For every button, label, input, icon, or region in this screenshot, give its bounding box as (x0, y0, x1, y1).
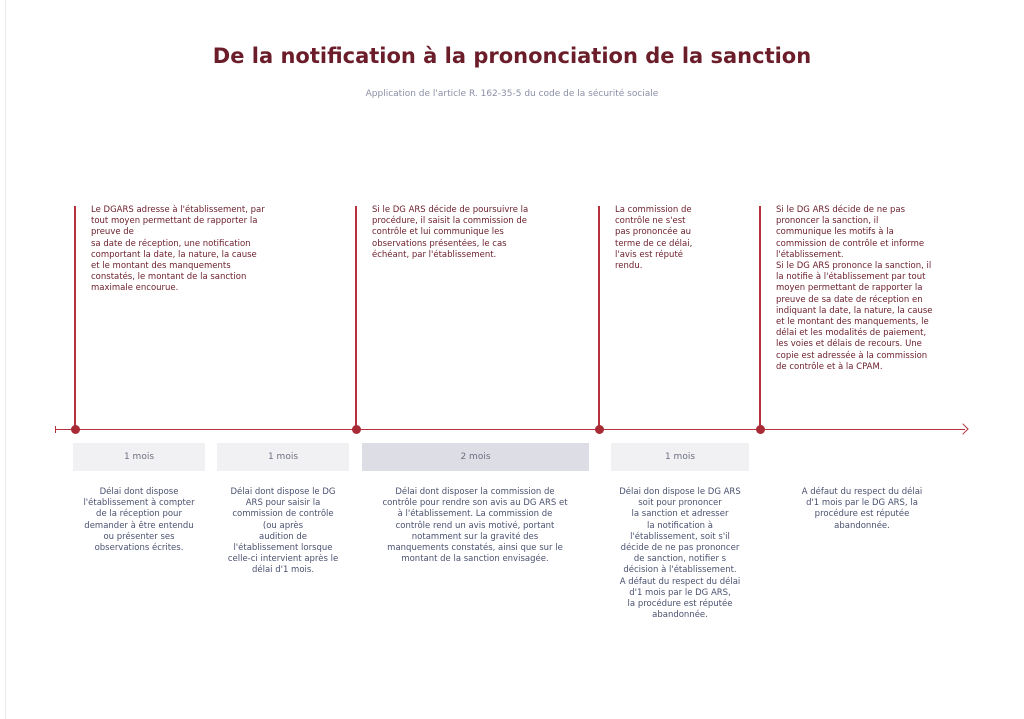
duration-box-4: 1 mois (611, 443, 749, 471)
milestone-dot-3 (595, 425, 604, 434)
page-title: De la notification à la prononciation de la sanction (212, 44, 812, 68)
timeline-axis (55, 429, 965, 430)
milestone-line-2 (355, 206, 357, 429)
page-border (5, 0, 6, 719)
timeline-arrow-icon (957, 423, 968, 434)
event-text-2: Si le DG ARS décide de poursuivre la procédure, il saisit la commission de contrôle et lui communique les observations présentées, le cas échéant, par l'établissement. (372, 205, 529, 260)
event-text-4: Si le DG ARS décide de ne pas prononcer la sanction, il communique les motifs à la commission de contrôle et informe l'établissement. Si le DG ARS prononce la sanction, il la notifie à l'établissement par tout moyen permettant de rapporter la preuve de sa date de réception en indiquant la date, la nature, la cause et le montant des manquements, le délai et les modalités de paiement, les voies et délais de recours. Une copie est adressée à la commission de contrôle et à la CPAM. (776, 205, 933, 372)
timeline-start-tick (55, 426, 56, 433)
duration-box-2: 1 mois (217, 443, 349, 471)
milestone-line-1 (74, 206, 76, 429)
delay-description-5: A défaut du respect du délai d'1 mois par le DG ARS, la procédure est réputée abandonnée. (801, 487, 923, 531)
page-subtitle: Application de l'article R. 162-35-5 du code de la sécurité sociale (365, 89, 659, 99)
event-text-3: La commission de contrôle ne s'est pas prononcée au terme de ce délai, l'avis est réputé rendu. (615, 205, 693, 272)
milestone-dot-2 (352, 425, 361, 434)
milestone-dot-1 (71, 425, 80, 434)
event-text-1: Le DGARS adresse à l'établissement, par tout moyen permettant de rapporter la preuve de sa date de réception, une notification comportant la date, la nature, la cause et le montant des manquements constatés, le montant de la sanction maximale encourue. (91, 205, 265, 294)
milestone-dot-4 (756, 425, 765, 434)
delay-description-1: Délai dont dispose l'établissement à compter de la réception pour demander à être entendu ou présenter ses observations écrites. (83, 487, 195, 554)
duration-box-1: 1 mois (73, 443, 205, 471)
milestone-line-4 (759, 206, 761, 429)
delay-description-2: Délai dont dispose le DG ARS pour saisir la commission de contrôle (ou après audition de l'établissement lorsque celle-ci intervient après le délai d'1 mois. (227, 487, 339, 576)
delay-description-3: Délai dont disposer la commission de contrôle pour rendre son avis au DG ARS et à l'établissement. La commission de contrôle rend un avis motivé, portant notamment sur la gravité des manquements constatés, ainsi que sur le montant de la sanction envisagée. (382, 487, 568, 565)
duration-box-3: 2 mois (362, 443, 589, 471)
milestone-line-3 (598, 206, 600, 429)
delay-description-4: Délai don dispose le DG ARS soit pour prononcer la sanction et adresser la notification à l'établissement, soit s'il décide de ne pas prononcer de sanction, notifier s décision à l'établissement. A défaut du respect du délai d'1 mois par le DG ARS, la procédure est réputée abandonnée. (619, 487, 741, 621)
